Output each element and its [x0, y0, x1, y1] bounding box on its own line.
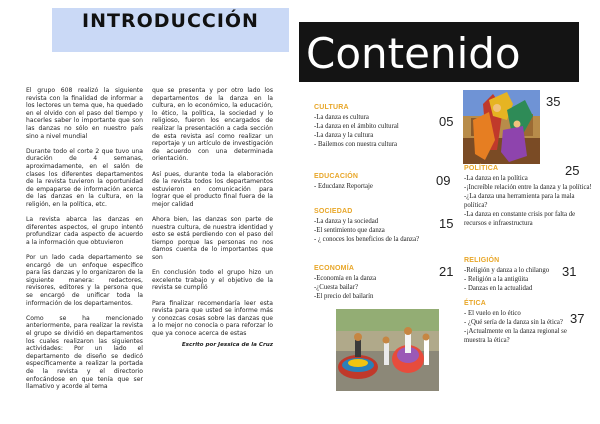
folk-dancers-photo	[336, 309, 439, 391]
toc-item[interactable]: -¿Cuesta bailar?	[314, 284, 358, 291]
section-list-educacion	[314, 182, 434, 191]
toc-item[interactable]: -La danza en el ámbito cultural	[314, 123, 399, 130]
intro-paragraph: En conclusión todo el grupo hizo un excelente trabajo y el objetivo de la revista se cumplió	[152, 269, 273, 292]
toc-item[interactable]: - ¿ conoces los beneficios de la danza?	[314, 236, 420, 243]
page-number: 15	[439, 216, 454, 231]
toc-item[interactable]: -La danza en la política	[464, 175, 528, 182]
intro-paragraph: Para finalizar recomendaría leer esta revista para que usted se informe más y conozcas cosas sobre las danzas que a lo mejor no conocía o para reforzar lo que ya conoce acerca de estas	[152, 299, 273, 337]
section-list-etica	[464, 309, 574, 345]
toc-item[interactable]: -Economía en la danza	[314, 275, 377, 282]
toc-item[interactable]: - Educdanz Reportaje	[314, 183, 373, 190]
intro-paragraph: Como se ha mencionado anteriormente, para realizar la revista el grupo se dividió en departamentos los cuales realizaron las siguientes actividades: Por un lado el departamento de diseño se dedicó específicamente a realizar la portada de la revista y el directorio enfocándose en que tenía que ser llamativo y acorde al tema	[26, 314, 143, 391]
section-list-religion	[464, 264, 577, 293]
page-number: 09	[436, 173, 451, 188]
section-list-economia	[314, 274, 434, 301]
toc-item[interactable]: -¿La danza una herramienta para la mala política?	[464, 193, 575, 209]
page-number: 35	[546, 94, 561, 109]
section-heading-economia: ECONOMÍA	[314, 265, 355, 272]
section-heading-cultura: CULTURA	[314, 104, 349, 111]
dancers-costume-photo	[463, 90, 540, 164]
intro-paragraph: Así pues, durante toda la elaboración de la revista todos los departamentos estuvieron en comunicación para lograr que el producto final fuera de la mejor calidad	[152, 170, 273, 208]
toc-item[interactable]: - Danzas en la actualidad	[464, 285, 533, 292]
intro-title: INTRODUCCIÓN	[82, 10, 259, 32]
toc-item[interactable]: -La danza en constante crisis por falta de recursos e infraestructura	[464, 211, 576, 227]
intro-paragraph: La revista abarca las danzas en diferentes aspectos, el grupo intentó profundizar cada aspecto de acuerdo a la información que obtuvieron	[26, 216, 143, 246]
page-number: 37	[570, 311, 585, 326]
toc-item[interactable]: -La danza es cultura	[314, 114, 369, 121]
author-signature: Escrito por Jessica de la Cruz	[181, 342, 273, 348]
intro-column-left	[26, 87, 143, 398]
section-heading-religion: RELIGIÓN	[464, 257, 500, 264]
toc-item[interactable]: -Religión y danza a lo chilango	[464, 267, 550, 274]
toc-item[interactable]: -¡Actualmente en la danza regional se muestra la ética?	[464, 328, 567, 344]
toc-item[interactable]: - El vuelo en lo ético	[464, 310, 521, 317]
toc-item[interactable]: - Bailemos con nuestra cultura	[314, 141, 398, 148]
page-number: 31	[562, 264, 577, 279]
toc-item[interactable]: - ¿Qué sería de la danza sin la ética?	[464, 319, 563, 326]
toc-item[interactable]: - Religión a la antigüita	[464, 276, 529, 283]
section-heading-sociedad: SOCIEDAD	[314, 208, 353, 215]
toc-item[interactable]: -El precio del bailarín	[314, 293, 374, 300]
page-number: 21	[439, 264, 454, 279]
page-number: 05	[439, 114, 454, 129]
section-list-sociedad	[314, 217, 454, 244]
intro-column-right	[152, 87, 273, 345]
intro-paragraph: Durante todo el corte 2 que tuvo una duración de 4 semanas, aproximadamente, en el salón de clases los diferentes departamentos de la revista tuvieron la oportunidad de empaparse de información acerca de las danzas en la cultura, en la religión, en la política, etc.	[26, 147, 143, 208]
section-heading-educacion: EDUCACIÓN	[314, 173, 359, 180]
contenido-title: Contenido	[306, 29, 521, 78]
toc-item[interactable]: -La danza y la sociedad	[314, 218, 379, 225]
section-heading-politica: POLÍTICA	[464, 165, 499, 172]
toc-item[interactable]: -El sentimiento que danza	[314, 227, 385, 234]
section-list-politica	[464, 174, 596, 228]
intro-paragraph: Ahora bien, las danzas son parte de nuestra cultura, de nuestra identidad y esto se está perdiendo con el paso del tiempo porque las personas no nos damos cuenta de lo importantes que son	[152, 216, 273, 262]
intro-paragraph: El grupo 608 realizó la siguiente revista con la finalidad de informar a los lectores un tema que, ha quedado en el olvido con el paso del tiempo y hacerles saber lo importante que son las danzas no sólo en nuestro país sino a nivel mundial	[26, 87, 143, 140]
section-list-cultura	[314, 113, 454, 149]
intro-paragraph: que se presenta y por otro lado los departamentos de la danza en la cultura, en lo económico, la educación, lo ético, la política, la sociedad y lo religioso, fueron los encargados de realizar la presentación a cada sección de esta revista así como realizar un reportaje y un artículo de investigación de acuerdo con una determinada orientación.	[152, 87, 273, 163]
intro-paragraph: Por un lado cada departamento se encargó de un enfoque específico para las danzas y lo organizaron de la siguiente manera: redactores, revisores, editores y la persona que se encargó de unificar toda la información de los departamentos.	[26, 254, 143, 307]
section-heading-etica: ÉTICA	[464, 300, 486, 307]
toc-item[interactable]: -¡Increíble relación entre la danza y la política!	[464, 184, 592, 191]
page-number: 25	[565, 163, 580, 178]
toc-item[interactable]: -La danza y la cultura	[314, 132, 374, 139]
